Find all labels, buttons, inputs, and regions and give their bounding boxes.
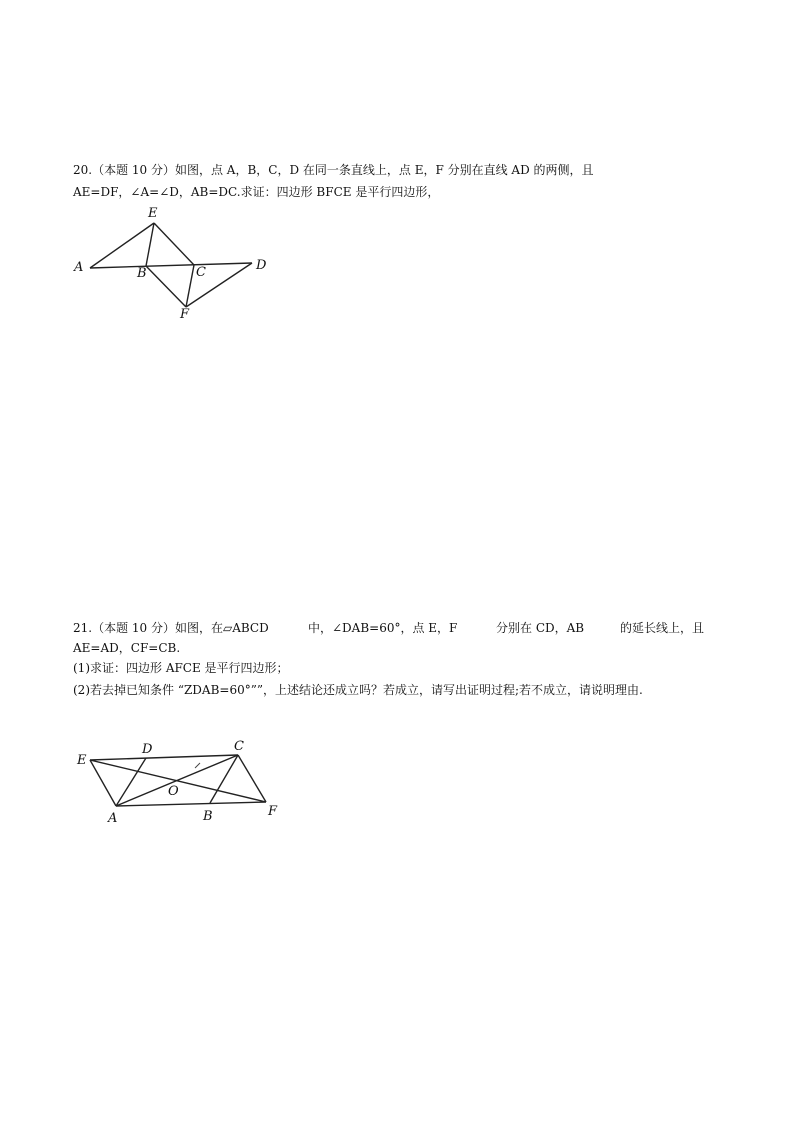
segment-BF (146, 266, 186, 307)
q21-text-line1d: 的延长线上，且 (620, 621, 705, 635)
label-A: A (108, 811, 118, 826)
label-A: A (74, 260, 84, 275)
label-D: D (256, 258, 267, 273)
segment-CF (238, 755, 266, 802)
label-E: E (148, 206, 158, 221)
q21-text-line1b: 中，∠DAB=60°，点 E，F (308, 621, 458, 635)
segment-EB (146, 223, 154, 266)
tick-mark (195, 763, 200, 768)
q21-text-line4: (2)若去掉已知条件 “ZDAB=60°””，上述结论还成立吗？若成立，请写出证明过程;若不成立，请说明理由. (73, 683, 643, 697)
label-B: B (203, 809, 213, 824)
segment-AE (90, 223, 154, 268)
segment-AD (116, 758, 146, 806)
label-O: O (168, 784, 179, 799)
q21-text-line3: (1)求证：四边形 AFCE 是平行四边形； (73, 661, 289, 675)
segment-CB (210, 755, 238, 803)
label-C: C (196, 265, 206, 280)
segment-EA (90, 760, 116, 806)
label-C: C (234, 739, 244, 754)
segment-AD (90, 263, 252, 268)
label-F: F (268, 804, 278, 819)
q20-text-line1: 20.（本题 10 分）如图，点 A，B，C，D 在同一条直线上，点 E，F 分别在直线 AD 的两侧，且 (73, 163, 594, 177)
q21-text-line1c: 分别在 CD，AB (496, 621, 585, 635)
q21-text-line1a: 21.（本题 10 分）如图，在▱ABCD (73, 621, 269, 635)
segment-CF (186, 265, 194, 307)
label-D: D (142, 742, 153, 757)
segment-AF (116, 802, 266, 806)
label-E: E (77, 753, 87, 768)
label-B: B (137, 266, 147, 281)
q20-text-line2: AE=DF，∠A=∠D，AB=DC.求证：四边形 BFCE 是平行四边形， (73, 185, 440, 199)
q21-figure (72, 738, 292, 828)
q20-figure (70, 203, 280, 318)
label-F: F (180, 307, 190, 318)
segment-EC (90, 755, 238, 760)
q21-text-line2: AE=AD，CF=CB. (73, 641, 181, 655)
segment-EC (154, 223, 194, 265)
